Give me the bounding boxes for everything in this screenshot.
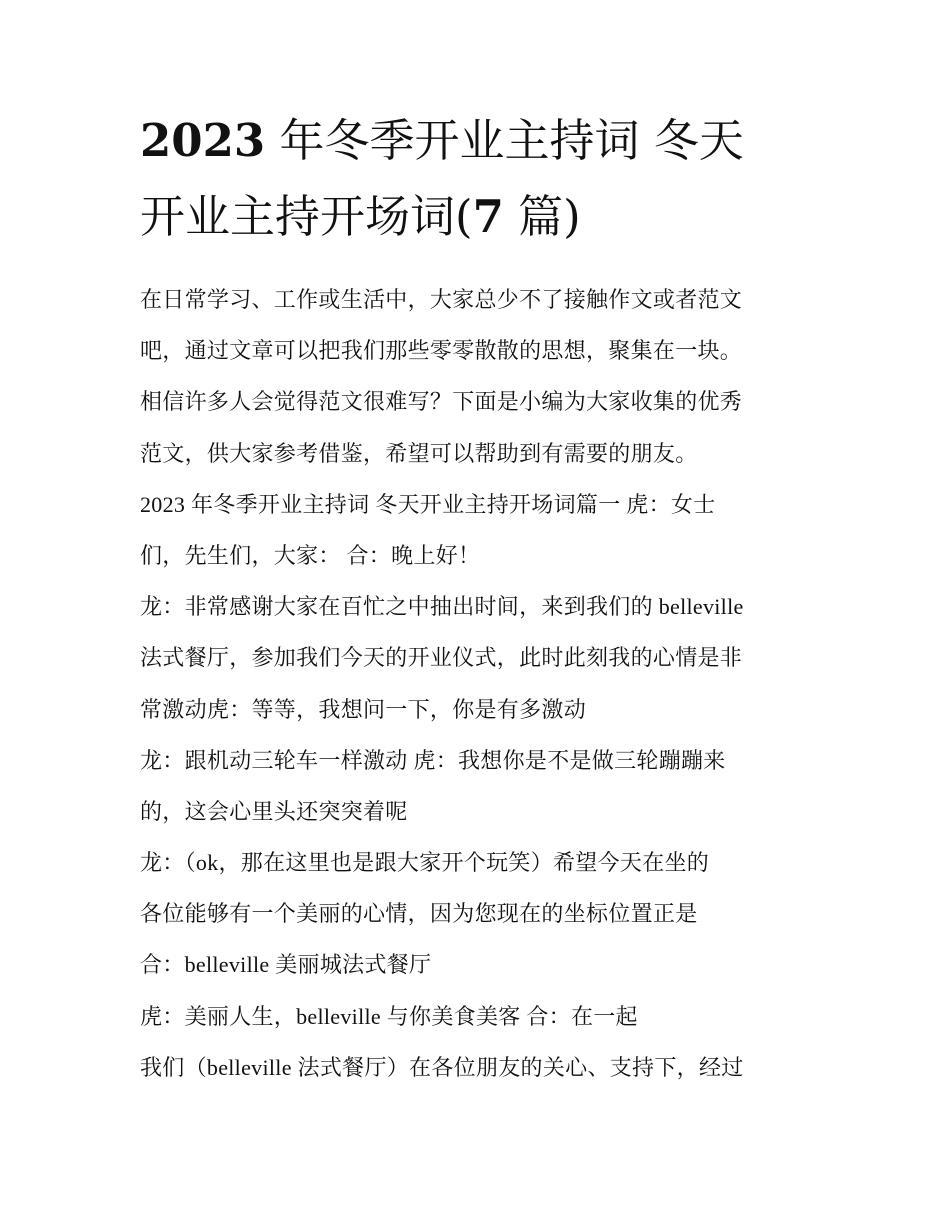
body-line-12: 龙：（ok，那在这里也是跟大家开个玩笑）希望今天在坐的 bbox=[140, 850, 710, 876]
body-line-5: 2023 年冬季开业主持词 冬天开业主持开场词篇一 虎：女士 bbox=[140, 491, 716, 517]
body-line-4: 范文，供大家参考借鉴，希望可以帮助到有需要的朋友。 bbox=[140, 440, 698, 466]
body-line-6: 们，先生们，大家： 合：晚上好！ bbox=[140, 542, 481, 568]
body-line-2: 吧，通过文章可以把我们那些零零散散的思想，聚集在一块。 bbox=[140, 338, 743, 364]
title-line-1-text: 年冬季开业主持词 冬天 bbox=[265, 114, 744, 167]
body-line-10: 龙：跟机动三轮车一样激动 虎：我想你是不是做三轮蹦蹦来 bbox=[140, 747, 726, 773]
body-line-3: 相信许多人会觉得范文很难写？下面是小编为大家收集的优秀 bbox=[140, 389, 743, 415]
body-line-1: 在日常学习、工作或生活中，大家总少不了接触作文或者范文 bbox=[140, 287, 743, 312]
body-line-11: 的，这会心里头还突突着呢 bbox=[140, 798, 408, 824]
body-line-13: 各位能够有一个美丽的心情，因为您现在的坐标位置正是 bbox=[140, 901, 698, 927]
body-line-9: 常激动虎：等等，我想问一下，你是有多激动 bbox=[140, 696, 587, 722]
title-line-2 bbox=[140, 190, 820, 249]
title-line-2-text-a: 开业主持开场词( bbox=[140, 190, 473, 243]
body-line-7: 龙：非常感谢大家在百忙之中抽出时间，来到我们的 belleville bbox=[140, 594, 744, 620]
title-line-1 bbox=[140, 114, 820, 173]
body-line-16: 我们（belleville 法式餐厅）在各位朋友的关心、支持下，经过 bbox=[140, 1054, 744, 1080]
body-line-15: 虎：美丽人生，belleville 与你美食美客 合：在一起 bbox=[140, 1003, 638, 1029]
body-line-14: 合：belleville 美丽城法式餐厅 bbox=[140, 952, 432, 978]
title-count: 7 bbox=[472, 190, 504, 243]
body-line-8: 法式餐厅，参加我们今天的开业仪式，此时此刻我的心情是非 bbox=[140, 645, 743, 671]
document-title bbox=[140, 114, 820, 270]
title-year: 2023 bbox=[140, 114, 266, 167]
document-body bbox=[140, 280, 820, 1099]
title-line-2-text-b: 篇) bbox=[503, 190, 581, 243]
